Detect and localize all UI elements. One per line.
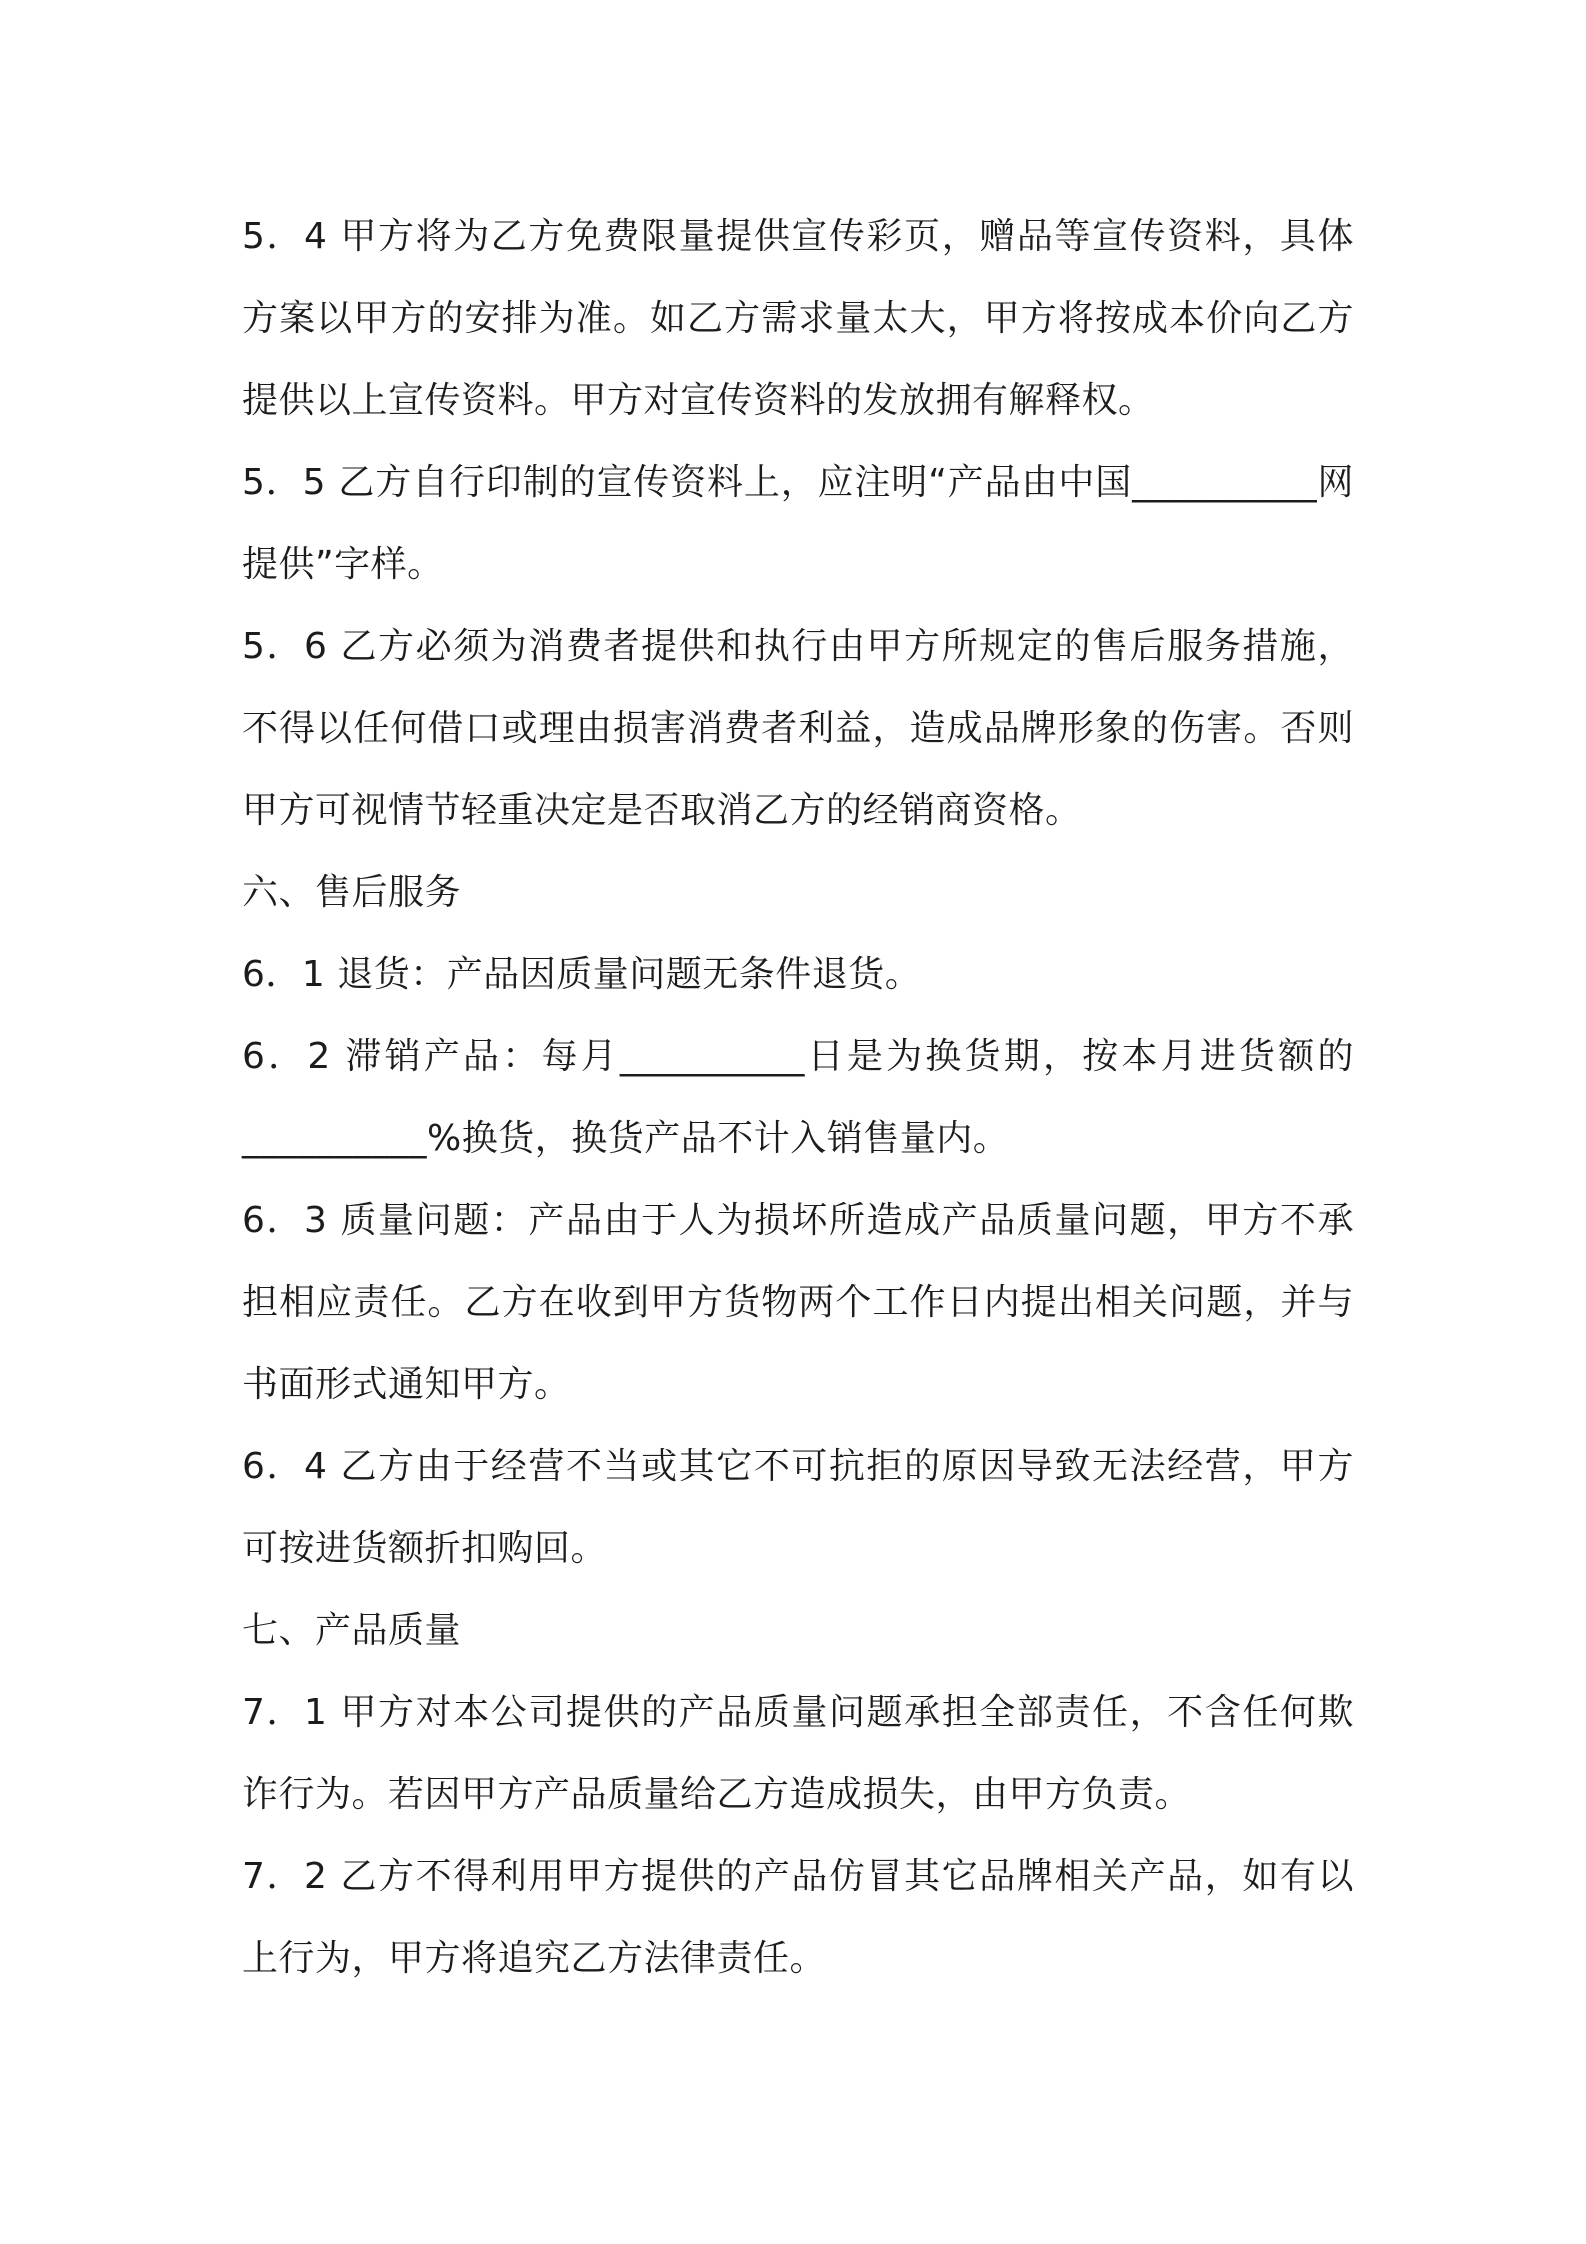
clause-7-2: 7．2 乙方不得利用甲方提供的产品仿冒其它品牌相关产品，如有以上行为，甲方将追究乙方法律责任。 [242, 1856, 1354, 1979]
clause-6-4: 6．4 乙方由于经营不当或其它不可抗拒的原因导致无法经营，甲方可按进货额折扣购回。 [242, 1446, 1354, 1569]
clause-5-5: 5．5 乙方自行印制的宣传资料上，应注明“产品由中国__________网提供”字样。 [242, 462, 1354, 585]
clause-5-6: 5．6 乙方必须为消费者提供和执行由甲方所规定的售后服务措施，不得以任何借口或理由损害消费者利益，造成品牌形象的伤害。否则甲方可视情节轻重决定是否取消乙方的经销商资格。 [242, 626, 1354, 831]
section-heading-product-quality: 七、产品质量 [242, 1610, 462, 1651]
clause-5-4: 5．4 甲方将为乙方免费限量提供宣传彩页，赠品等宣传资料，具体方案以甲方的安排为准。如乙方需求量太大，甲方将按成本价向乙方提供以上宣传资料。甲方对宣传资料的发放拥有解释权。 [242, 216, 1354, 421]
clause-6-3: 6．3 质量问题：产品由于人为损坏所造成产品质量问题，甲方不承担相应责任。乙方在收到甲方货物两个工作日内提出相关问题，并与书面形式通知甲方。 [242, 1200, 1354, 1405]
clause-6-2: 6．2 滞销产品：每月__________日是为换货期，按本月进货额的__________%换货，换货产品不计入销售量内。 [242, 1036, 1354, 1159]
section-heading-after-sales: 六、售后服务 [242, 872, 462, 913]
document-body [242, 196, 1354, 2000]
clause-6-1: 6．1 退货：产品因质量问题无条件退货。 [242, 954, 922, 995]
clause-7-1: 7．1 甲方对本公司提供的产品质量问题承担全部责任，不含任何欺诈行为。若因甲方产品质量给乙方造成损失，由甲方负责。 [242, 1692, 1354, 1815]
